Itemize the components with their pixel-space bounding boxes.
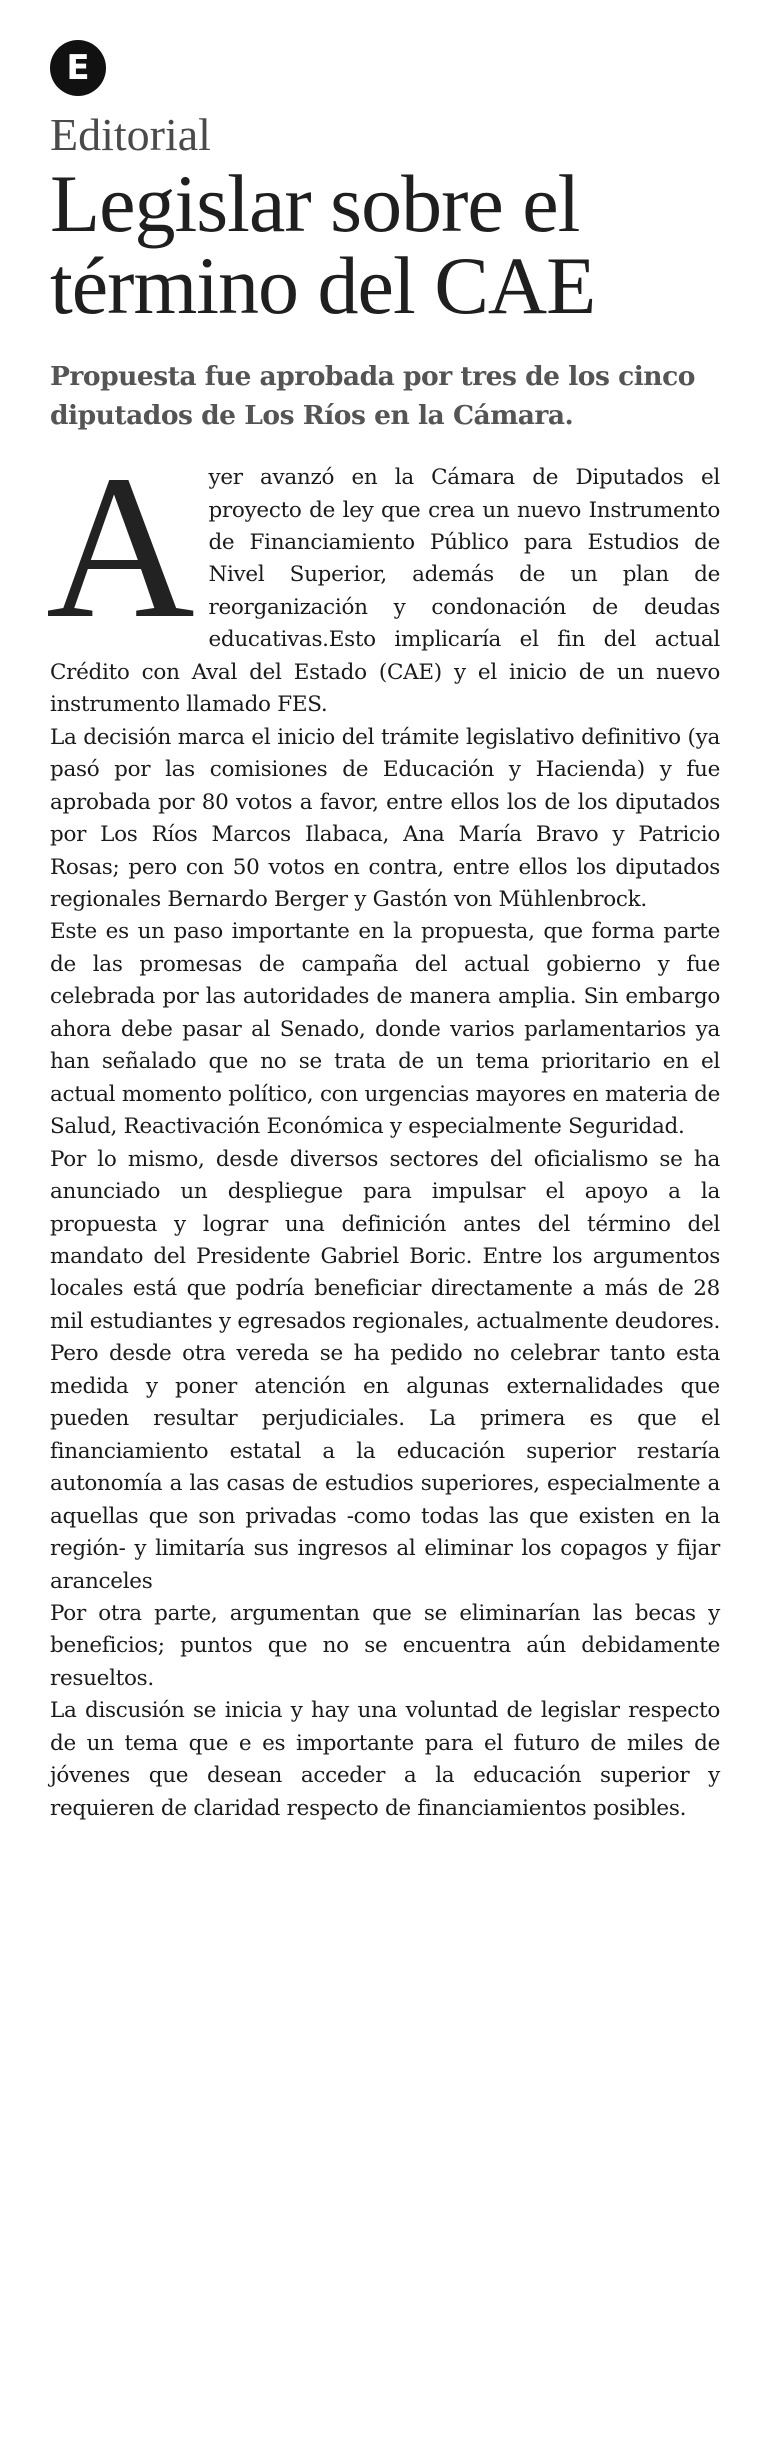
paragraph-4: Por lo mismo, desde diversos sectores del oficialismo se ha anunciado un despliegue para impulsar el apoyo a la propuesta y lograr una definición antes del término del mandato del Presidente Gabriel Boric. Entre los argumentos locales está que podría beneficiar directamente a más de 28 mil estudiantes y egresados regionales, actualmente deudores. (50, 1146, 721, 1334)
drop-cap: A (46, 432, 195, 662)
paragraph-7: La discusión se inicia y hay una voluntad de legislar respecto de un tema que e es importante para el futuro de miles de jóvenes que desean acceder a la educación superior y requieren de claridad respecto de financiamientos posibles. (50, 1698, 720, 1821)
headline-line-1: Legislar sobre el (50, 157, 580, 249)
headline-line-2: término del CAE (50, 239, 596, 331)
paragraph-6: Por otra parte, argumentan que se eliminarían las becas y beneficios; puntos que no se encuentra aún debidamente resueltos. (50, 1600, 720, 1691)
article-body (46, 432, 721, 1825)
editorial-badge-icon: E (50, 40, 106, 96)
paragraph-1 (46, 432, 720, 722)
paragraph-5: Pero desde otra vereda se ha pedido no celebrar tanto esta medida y poner atención en algunas externalidades que pueden resultar perjudiciales. La primera es que el financiamiento estatal a la educación superior restaría autonomía a las casas de estudios superiores, especialmente a aquellas que son privadas -como todas las que existen en la región- y limitaría sus ingresos al eliminar los copagos y fijar aranceles (50, 1341, 720, 1594)
headline (50, 157, 720, 331)
paragraph-2: La decisión marca el inicio del trámite legislativo definitivo (ya pasó por las comisiones de Educación y Hacienda) y fue aprobada por 80 votos a favor, entre ellos los de los diputados por Los Ríos Marcos Ilabaca, Ana María Bravo y Patricio Rosas; pero con 50 votos en contra, entre ellos los diputados regionales Bernardo Berger y Gastón von Mühlenbrock. (50, 724, 720, 912)
paragraph-1-text: yer avanzó en la Cámara de Diputados el proyecto de ley que crea un nuevo Instrumento de Financiamiento Público para Estudios de Nivel Superior, además de un plan de reorganización y condonación de deudas educativas.Esto implicaría el fin del actual Crédito con Aval del Estado (CAE) y el inicio de un nuevo instrumento llamado FES. (50, 465, 720, 718)
section-label: Editorial (50, 109, 211, 160)
subheadline: Propuesta fue aprobada por tres de los cinco diputados de Los Ríos en la Cámara. (50, 360, 695, 432)
editorial-article (46, 40, 721, 1825)
paragraph-3: Este es un paso importante en la propuesta, que forma parte de las promesas de campaña del actual gobierno y fue celebrada por las autoridades de manera amplia. Sin embargo ahora debe pasar al Senado, donde varios parlamentarios ya han señalado que no se trata de un tema prioritario en el actual momento político, con urgencias mayores en materia de Salud, Reactivación Económica y especialmente Seguridad. (50, 919, 720, 1140)
